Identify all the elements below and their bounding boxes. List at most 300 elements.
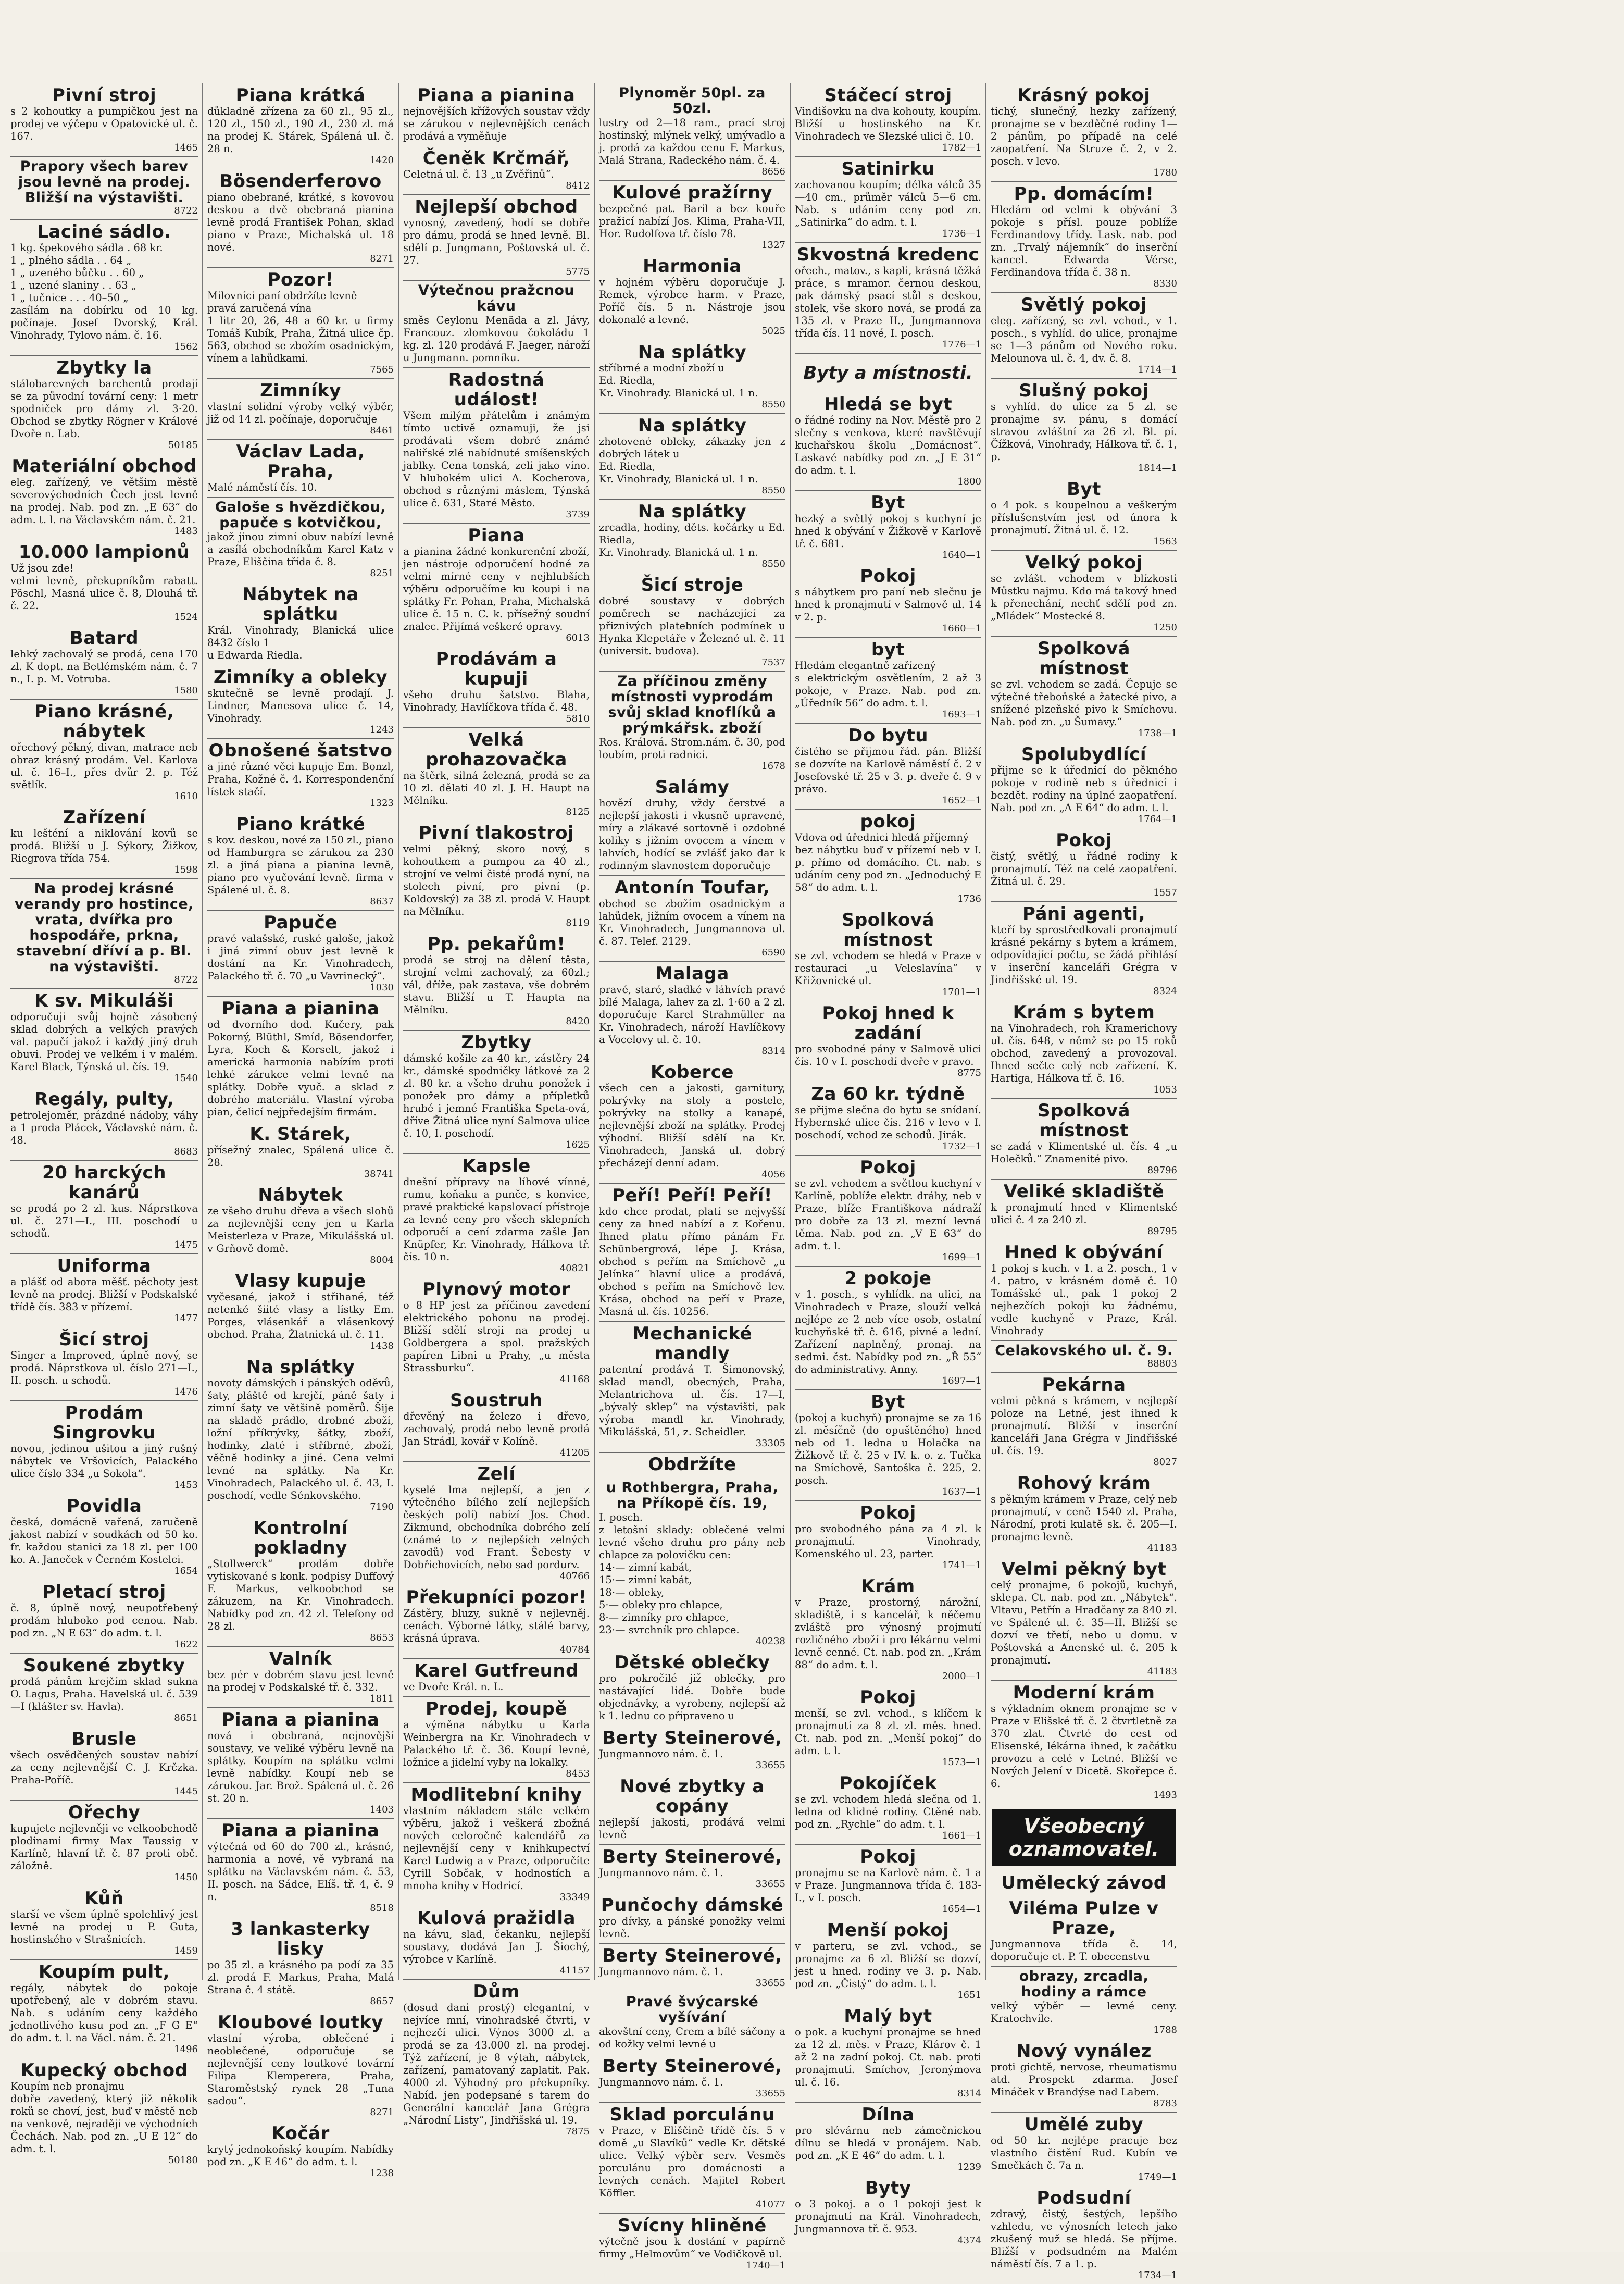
ad-body: se zvl. vchodem se zadá. Čepuje se výtečné třeboňské a žatecké pivo, a snížené plzeňské pivo k Smíchovu. Nab. pod zn. „u Šumavy.“ <box>991 678 1177 728</box>
classified-ad <box>991 828 1177 902</box>
ad-title: Velká prohazovačka <box>426 729 567 770</box>
ad-number: 33349 <box>559 1892 590 1903</box>
ad-body: na kávu, slad, čekanku, nejlepší soustavy, dodává Jan J. Šiochý, výrobce v Karlíně. <box>403 1928 590 1965</box>
ad-number: 8330 <box>1153 278 1177 289</box>
ad-body: nejlepší jakosti, prodává velmi levně <box>599 1816 785 1841</box>
ad-number: 5775 <box>566 266 590 277</box>
ad-title: Salámy <box>655 777 730 798</box>
ad-number: 1459 <box>174 1945 198 1956</box>
classified-ad <box>795 83 981 157</box>
ad-number: 1699—1 <box>942 1252 981 1263</box>
ad-title: Velký pokoj <box>1025 552 1143 573</box>
classified-ad <box>207 1516 394 1647</box>
classified-ad <box>795 1501 981 1574</box>
ad-title: Regály, pulty, <box>34 1089 174 1110</box>
ad-number: 1788 <box>1153 2025 1177 2035</box>
ad-title: Zelí <box>477 1463 516 1484</box>
ad-body: novoty dámských i pánských oděvů, šaty, pláště od krejčí, páně šaty i zimní šaty ve většině poměrů. Šije na skladě prádlo, drobné zboží, ložní příkrývky, šátky, zboží, hodinky, zlaté i stříbrné, zboží, věčně hodinky a jiné. Cena velmi levné na splátky. Na Kr. Vinohradech, Palackého ul. č. 43, I. poschodí, vedle Sénkovského. <box>207 1377 394 1501</box>
ad-title: Svícny hliněné <box>618 2215 767 2236</box>
ad-title: Kloubové loutky <box>217 2012 384 2033</box>
ad-body: se prodá po 2 zl. kus. Náprstkova ul. č. 271—I., III. poschodí u schodů. <box>10 1202 198 1239</box>
ad-body: jakož jinou zimní obuv nabízí levně a zasílá obchodníkům Karel Katz v Praze, Eliščina třída č. 8. <box>207 531 394 568</box>
classified-ad <box>599 1845 785 1893</box>
classified-ad <box>599 1992 785 2054</box>
ad-title: Spolková místnost <box>1037 1100 1130 1141</box>
ad-body: hovězí druhy, vždy čerstvé a nejlepší jakosti i vkusně upravené, míry a zlákavé sortovně i ozdobné koliky s jižním ovocem a vínem v lahvích, hodící se zvlášť jako dar k rodinným slavnostem doporučuje <box>599 797 785 872</box>
ad-number: 6013 <box>566 632 590 643</box>
ad-body: s výkladním oknem pronajme se v Praze v Elišské tř. č. 2 čtvrtletně za 370 zlat. Čtvrté do cest od Elisenské, lékárna ihned, k začátku provozu a celé v Letné. Bližší ve Nových Jelení v Dicetě. Skořepce č. 6. <box>991 1703 1177 1790</box>
classified-ad <box>599 775 785 876</box>
classified-ad <box>599 1453 785 1478</box>
ad-title: Na splátky <box>638 342 747 363</box>
ad-number: 8271 <box>370 253 394 264</box>
ad-body: Jungmannovo nám. č. 1. <box>599 1966 723 1978</box>
ad-title: Slušný pokoj <box>1019 380 1149 401</box>
ad-number: 8722 <box>174 205 198 216</box>
ad-number: 8651 <box>174 1712 198 1723</box>
ad-body: o 8 HP jest za příčinou zavedení elektrického pohonu na prodej. Bližší sdělí stroji na prodej u Goldbergera a spol. pražských papíren Libni u Prahy, „u města Strassburku“. <box>403 1299 590 1374</box>
ad-body: se zvl. vchodem a světlou kuchyní v Karlíně, poblíže elektr. dráhy, neb v Praze, blíže Františkova nádraží pro dobře za 13 zl. mezní levná těma. Nab. pod zn. „V E 63“ do adm. t. l. <box>795 1177 981 1252</box>
classified-ad <box>10 1327 198 1401</box>
classified-ad <box>599 1650 785 1726</box>
ad-body: proti gichtě, nervose, rheumatismu atd. Prospekt zdarma. Josef Mináček v Brandýse nad Labem. <box>991 2061 1177 2098</box>
classified-ad <box>207 2010 394 2121</box>
ad-body: tichý, slunečný, hezky zařízený, pronajme se v bezděčné rodiny 1—2 pánům, po případě na celé zaopatření. Na Struze č. 2, v 2. posch. v levo. <box>991 105 1177 167</box>
classified-ad <box>10 454 198 540</box>
classified-ad <box>10 1254 198 1327</box>
ad-body: lehký zachovalý se prodá, cena 170 zl. K dopt. na Betlémském nám. č. 7 n., I. p. M. Votruba. <box>10 648 198 685</box>
ad-body: bez pér v dobrém stavu jest levně na prodej v Podskalské tř. č. 332. <box>207 1669 394 1693</box>
ad-title: Koupím pult, <box>39 1962 170 1982</box>
ad-number: 1637—1 <box>942 1486 981 1497</box>
ad-title: Dětské oblečky <box>614 1652 770 1673</box>
ad-body: pravé, staré, sladké v láhvích pravé bílé Malaga, lahev za zl. 1·60 a 2 zl. doporučuje Karel Strahmüller na Kr. Vinohradech, nároží Havlíčkovy a Vocelovy ul. č. 10. <box>599 984 785 1046</box>
classified-ad <box>10 805 198 879</box>
ad-number: 8420 <box>566 1016 590 1027</box>
ad-title: u Rothbergra, Praha, na Příkopě čís. 19, <box>606 1480 779 1511</box>
ad-title: Pokoj <box>860 1503 916 1523</box>
ad-body: zachovanou koupím; délka válců 35—40 cm., průměr válců 5—6 cm. Nab. s udáním ceny pod zn. „Satinirka“ do adm. t. l. <box>795 179 981 228</box>
ad-number: 1453 <box>174 1480 198 1491</box>
ad-number: 50185 <box>168 440 198 451</box>
classified-ad <box>207 1917 394 2010</box>
ad-title: Páni agenti, <box>1022 903 1145 924</box>
classified-ad <box>207 739 394 812</box>
classified-ad <box>991 742 1177 828</box>
ad-body: a pianina žádné konkurenční zboží, jen nástroje odporučení hodné za velmi mírné ceny v nejhlubších výběru odporučíme ku koupi i na splátky Fr. Pohan, Praha, Michalská ulice č. 15 n. C. k. přísežný soudní znalec. Přijímá veškeré opravy. <box>403 545 590 632</box>
ad-title: Piana a pianina <box>221 998 380 1019</box>
ad-body: Singer a Improved, úplně nový, se prodá. Náprstkova ul. číslo 271—I., II. posch. u schodů. <box>10 1349 198 1386</box>
classified-ad <box>10 1494 198 1580</box>
classified-ad <box>403 1906 590 1980</box>
ad-number: 1693—1 <box>942 709 981 720</box>
ad-title: Umělecký závod <box>1001 1872 1167 1893</box>
ad-body: kyselé lma nejlepší, a jen z výtečného bílého zelí nejlepších českých polí) nabízí Jos. Chod. Zikmund, obchodníka dobrého zelí (známé to z nejlepších zelných zavodů) vod Frant. Šebesty v Dobřichovicích, nebo sad pordurv. <box>403 1484 590 1571</box>
ad-body: Vdova od úřednici hledá příjemný bez nábytku buď v přízemí neb v I. p. přímo od domácího. Ct. nab. s udáním ceny pod zn. „Jednoduchý E 58“ do adm. t. l. <box>795 831 981 893</box>
ad-title: Bösenderferovo <box>219 171 382 192</box>
ad-title: Zbytky <box>461 1032 532 1053</box>
ad-number: 7565 <box>370 364 394 375</box>
ad-title: Pekárna <box>1042 1374 1126 1395</box>
ad-number: 8119 <box>566 917 590 928</box>
classified-ad <box>599 83 785 181</box>
ad-number: 33655 <box>755 2088 785 2099</box>
ad-title: Dílna <box>861 2104 915 2125</box>
ad-title: Pivní stroj <box>52 85 157 106</box>
ad-number: 1800 <box>957 476 981 487</box>
ad-title: Piano krátké <box>235 814 366 835</box>
classified-ad <box>207 911 394 997</box>
classified-ad <box>403 1585 590 1659</box>
ad-body: Celetná ul. č. 13 „u Zvěřinů“. <box>403 168 554 180</box>
ad-number: 40784 <box>559 1644 590 1655</box>
classified-ad <box>10 1161 198 1254</box>
classified-ad <box>207 582 394 665</box>
ad-number: 40766 <box>559 1571 590 1582</box>
ad-title: Byt <box>871 492 905 513</box>
classified-ad <box>403 146 590 195</box>
ad-number: 1776—1 <box>942 339 981 350</box>
ad-body: dnešní přípravy na líhové vínné, rumu, koňaku a punče, s konvice, pravé praktické kapslovací přístroje za levné ceny pro všech sklepních odporučí a cení zdarma zašle Jan Knüpfer, Kr. Vinohrady, Hálkova tř. čís. 10 n. <box>403 1176 590 1263</box>
classified-ad <box>991 1967 1177 2039</box>
ad-number: 1701—1 <box>942 987 981 998</box>
ad-body: s vyhlíd. do ulice za 5 zl. se pronajme sv. pánu, s domácí stravou zvláštní za 26 zl. Bl. pí. Čížková, Vinohrady, Hálkova tř. č. 1, p. <box>991 401 1177 463</box>
classified-ad <box>207 268 394 379</box>
ad-body: s nábytkem pro paní neb slečnu je hned k pronajmutí v Salmově ul. 14 v 2. p. <box>795 586 981 623</box>
classified-ad <box>207 440 394 498</box>
ad-body: celý pronajme, 6 pokojů, kuchyň, sklepa. Ct. nab. pod zn. „Nábytek“. Vltavu, Petřín a Hradčany za 840 zl. ve Spálené ul. č. 35—II. Bližší se dozví ve třetí, nebo u domu. v Poštovská a Anenské ul. č. 205 k pronajmutí. <box>991 1579 1177 1666</box>
ad-title: Pravé švýcarské vyšívání <box>626 1994 759 2026</box>
ad-body: 1 pokoj s kuch. v 1. a 2. posch., 1 v 4. patro, v krásném domě č. 10 Tomášské ul., pak 1 pokoj 2 nejhezčích pokoji ku žádnému, vedle kuchyně v Praze, Král. Vinohrady <box>991 1262 1177 1337</box>
ad-title: Pokoj <box>860 1157 916 1178</box>
ad-body: všech cen a jakosti, garnitury, pokrývky na stoly a postele, pokrývky na stolky a kanapé, nejlevnější zboží na splátky. Prodej výhodní. Bližší sdělí na Kr. Vinohradech, Janská ul. dobrý přecházejí denní adam. <box>599 1082 785 1169</box>
ad-title: Zbytky la <box>56 357 152 378</box>
ad-title: Pivní tlakostroj <box>418 823 574 843</box>
classified-ad <box>599 1060 785 1184</box>
ad-number: 88803 <box>1147 1358 1177 1369</box>
classified-ad <box>207 812 394 911</box>
ad-title: Pokoj <box>1056 830 1112 851</box>
ad-number: 1640—1 <box>942 550 981 561</box>
ad-body: s 2 kohoutky a pumpičkou jest na prodej ve výčepu v Opatovické ul. č. 167. <box>10 105 198 142</box>
ad-body: dobré soustavy v dobrých poměrech se nacházející za přiznivých platebních podmínek u Hynka Klepetáře v Železné ul. č. 11 (universit. budova). <box>599 595 785 657</box>
ad-number: 8027 <box>1153 1457 1177 1468</box>
ad-title: Na prodej krásné verandy pro hostince, vrata, dvířka pro hospodáře, prkna, stavební dříví a p. Bl. na výstavišti. <box>15 880 194 975</box>
classified-ad <box>795 1390 981 1501</box>
classified-ad <box>207 997 394 1122</box>
classified-ad <box>207 1122 394 1183</box>
classified-ad <box>403 1697 590 1783</box>
ad-title: Do bytu <box>848 725 928 746</box>
ad-number: 1573—1 <box>942 1757 981 1768</box>
ad-number: 1764—1 <box>1138 814 1177 825</box>
classified-ad <box>10 356 198 454</box>
ad-title: Peří! Peří! Peří! <box>612 1185 772 1206</box>
ad-body: Koupím neb pronajmu dobře zavedený, který již několik roků se choví, jest, buď v městě neb na venkově, nejraději ve východních Čechách. Nab. pod zn. „U E 12“ do adm. t. l. <box>10 2080 198 2155</box>
classified-ad <box>795 491 981 564</box>
ad-title: Batard <box>69 628 139 649</box>
ad-body: na štěrk, silná železná, prodá se za 10 zl. dělati 40 zl. J. H. Haupt na Mělníku. <box>403 769 590 806</box>
ad-body: Hledám od velmi k obývání 3 pokoje s přísl. pouze poblíže Ferdinandovy třídy. Lask. nab. pod zn. „Trvalý nájemník“ do inserční kancel. Edwarda Vérse, Ferdinandova třída č. 38 n. <box>991 204 1177 278</box>
ad-number: 8550 <box>761 399 785 410</box>
ad-body: regály, nábytek do pokoje upotřebený, ale v dobrém stavu. Nab. s udáním ceny každého jednotlivého kusu pod zn. „F G E“ do adm. t. l. na Václ. nám. č. 21. <box>10 1982 198 2044</box>
classified-ad <box>10 157 198 220</box>
ad-title: Plynový motor <box>422 1279 571 1300</box>
ad-number: 1476 <box>174 1386 198 1397</box>
classified-ad <box>795 392 981 491</box>
ad-number: 8550 <box>761 558 785 569</box>
ad-body: obchod se zbožím osadnickým a lahůdek, jižním ovocem a vínem na Kr. Vinohradech, Jungmannova ul. č. 87. Telef. 2129. <box>599 898 785 947</box>
ad-body: a plášť od abora měšť. pěchoty jest levně na prodej. Bližší v Podskalské třídě čís. 383 v přízemí. <box>10 1276 198 1313</box>
classified-ad <box>599 1726 785 1774</box>
ad-number: 1323 <box>370 798 394 809</box>
ad-body: v hojném výběru doporučuje J. Remek, výrobce harm. v Praze, Poříč čís. 5 n. Nástroje jsou dokonalé a levné. <box>599 276 785 326</box>
ad-number: 4056 <box>761 1169 785 1180</box>
ad-title: Zařízení <box>63 807 146 828</box>
ad-body: vlastní solidní výroby velký výběr, již od 14 zl. počínaje, doporučuje <box>207 401 394 425</box>
classified-ad <box>207 1269 394 1355</box>
classified-ad <box>795 1574 981 1685</box>
ad-number: 8656 <box>761 166 785 177</box>
ad-body: Jungmannovo nám. č. 1. <box>599 2076 723 2088</box>
ad-body: se zadá v Klimentské ul. čís. 4 „u Holečků.“ Znamenité pivo. <box>991 1140 1177 1165</box>
advert-column <box>202 83 398 2179</box>
classified-ad <box>991 902 1177 1000</box>
ad-title: Harmonia <box>643 256 742 277</box>
classified-ad <box>991 182 1177 293</box>
ad-body: ku lešténí a niklování kovů se prodá. Bližší u J. Sýkory, Žižkov, Riegrova třída 754. <box>10 827 198 864</box>
classified-ad <box>991 83 1177 182</box>
ad-body: skutečně se levně prodají. J. Lindner, Manesova ulice č. 14, Vinohrady. <box>207 687 394 724</box>
classified-ad <box>991 1180 1177 1240</box>
ad-number: 1557 <box>1153 887 1177 898</box>
ad-title: 2 pokoje <box>844 1268 932 1289</box>
ad-number: 8653 <box>370 1632 394 1643</box>
classified-ad <box>403 83 590 146</box>
ad-title: pokoj <box>860 811 916 832</box>
ad-title: Spolubydlící <box>1021 744 1146 765</box>
ad-title: Krám s bytem <box>1013 1002 1155 1023</box>
ad-number: 8657 <box>370 1996 394 2007</box>
ad-number: 1736 <box>957 893 981 904</box>
classified-ad <box>207 1708 394 1819</box>
ad-title: Spolková místnost <box>841 910 934 950</box>
ad-title: Materiální obchod <box>11 456 197 477</box>
ad-body: piano obebrané, krátké, s kovovou deskou a dvě obebraná pianina levně prodá František Pohan, sklad piano v Praze, Michalská ul. 18 nové. <box>207 191 394 253</box>
ad-title: Václav Lada, Praha, <box>236 441 365 482</box>
ad-title: Kůň <box>84 1888 124 1909</box>
ad-body: zhotovené obleky, zákazky jen z dobrých látek u Ed. Riedla, Kr. Vinohrady, Blanická ul. 1 n. <box>599 436 785 485</box>
ad-number: 5025 <box>761 326 785 337</box>
ad-body: s kov. deskou, nové za 150 zl., piano od Hamburgra se zárukou za 230 zl. a jiná piana a pianina levně, piano pro vyučování levně. firma v Spálené ul. č. 8. <box>207 834 394 896</box>
ad-title: Na splátky <box>638 501 747 522</box>
ad-number: 1524 <box>174 612 198 623</box>
ad-title: Výtečnou pražcnou kávu <box>418 282 575 314</box>
classified-ad <box>10 1087 198 1161</box>
ad-number: 1598 <box>174 864 198 875</box>
classified-ad <box>795 1267 981 1390</box>
ad-body: česká, domácně vařená, zaručeně jakost nabízí v soudkách od 50 ko. fr. každou stanici za 18 zl. per 100 ko. A. Janeček v Černém Kostelci. <box>10 1516 198 1566</box>
ad-number: 1697—1 <box>942 1375 981 1386</box>
ad-title: Zimníky a obleky <box>213 667 388 688</box>
ad-title: Světlý pokoj <box>1020 294 1147 315</box>
ad-number: 8518 <box>370 1903 394 1914</box>
ad-title: Soustruh <box>450 1390 543 1411</box>
ad-title: K. Stárek, <box>249 1124 352 1145</box>
ad-body: menší, se zvl. vchod., s klíčem k pronajmutí za 8 zl. zl. měs. hned. Ct. nab. pod zn. „Menší pokoj“ do adm. t. l. <box>795 1707 981 1757</box>
ad-title: Berty Steinerové, <box>602 2056 782 2077</box>
classified-ad <box>207 1183 394 1269</box>
ad-title: Byt <box>871 1392 905 1412</box>
ad-number: 33655 <box>755 1978 785 1989</box>
classified-ad <box>403 821 590 932</box>
ad-title: Modlitební knihy <box>410 1784 582 1805</box>
ad-title: Nábytek na splátku <box>242 584 359 625</box>
ad-number: 5810 <box>566 713 590 724</box>
classified-ad <box>403 195 590 281</box>
ad-title: Nový vynález <box>1016 2041 1152 2062</box>
classified-ad <box>795 2176 981 2249</box>
classified-ad <box>403 1783 590 1906</box>
classified-ad <box>403 524 590 647</box>
ad-title: Piana a pianina <box>221 1709 380 1730</box>
ad-body: pro pokročilé již oblečky, pro nastávající lidé. Dobře bude objednávky, a vyrobeny, nejlepší až k 1. lednu co připraveno u <box>599 1672 785 1722</box>
ad-number: 1622 <box>174 1639 198 1650</box>
ad-body: přijme se k úřednicí do pěkného pokoje v rodině neb s úřednicí i bezdět. rodiny na úplné zaopatření. Nab. pod zn. „A E 64“ do adm. t. l. <box>991 764 1177 814</box>
ad-title: Zimníky <box>260 380 341 401</box>
ad-body: o řádné rodiny na Nov. Městě pro 2 slečny s venkova, které navštěvují kuchařskou školu „Domácnost“. Laskavé nabídky pod zn. „J E 31“ do adm. t. l. <box>795 414 981 476</box>
ad-body: všeho druhu šatstvo. Blaha, Vinohrady, Havlíčkova třída č. 48. <box>403 689 590 713</box>
ad-number: 1465 <box>174 142 198 153</box>
ad-body: patentní prodává T. Šimonovský, sklad mandl, obecných, Praha, Melantrichova ul. čís. 17—I, „bývalý sklep“ na výstavišti, pak výroba mandl kr. Vinohrady, Mikulášská, 51, z. Scheidler. <box>599 1363 785 1438</box>
classified-ad <box>207 83 394 169</box>
classified-ad <box>10 1401 198 1494</box>
ad-body: velmi pěkný, skoro nový, s kohoutkem a pumpou za 40 zl., strojní ve velmi čisté prodá nyní, na stolech pivní, pro pivní (p. Koldovský) za 38 zl. prodá V. Haupt na Mělníku. <box>403 843 590 917</box>
ad-title: Krásný pokoj <box>1017 85 1151 106</box>
ad-number: 1782—1 <box>942 142 981 153</box>
ad-body: čistého se přijmou řád. pán. Bližší se dozvíte na Karlově náměstí č. 2 v Josefovské tř. 25 v 3. p. dveře č. 9 v právo. <box>795 746 981 795</box>
ad-body: v parteru, se zvl. vchod., se pronajme za 6 zl. Bližší se dozví, jest u hned. rodiny ve 3. p. Nab. pod zn. „Čistý“ do adm. t. l. <box>795 1940 981 1990</box>
ad-body: pro svobodné pány v Salmově ulici čís. 10 v I. poschodí dveře v pravo. <box>795 1043 981 1067</box>
ad-title: Na splátky <box>638 415 747 436</box>
classified-ad <box>10 989 198 1087</box>
ad-number: 3739 <box>566 509 590 520</box>
ad-body: velký výběr — levné ceny. Kratochvíle. <box>991 2000 1177 2025</box>
classified-ad <box>991 2113 1177 2186</box>
classified-ad <box>10 1727 198 1801</box>
ad-title: Kulová pražidla <box>417 1908 576 1929</box>
advert-column <box>985 83 1181 2281</box>
ad-title: Piano krásné, nábytek <box>34 701 174 742</box>
ad-body: v Praze, prostorný, nárožní, skladiště, i s kancelář, k něčemu zvláště pro výnosný projmutí rozličného zboží i pro lékárnu velmi levně cenné. Ct. nab. pod zn. „Krám 88“ do adm. t. l. <box>795 1596 981 1671</box>
ad-title: Prodávám a kupuji <box>435 649 557 689</box>
classified-ad <box>599 962 785 1060</box>
advert-column <box>6 83 202 2166</box>
ad-title: Pokoj <box>860 1846 916 1867</box>
ad-title: Kulové pražírny <box>611 182 773 203</box>
classified-ad <box>403 1659 590 1697</box>
classified-ad <box>403 1462 590 1585</box>
ad-title: Sklad porculánu <box>609 2104 775 2125</box>
classified-ad <box>403 1277 590 1388</box>
ad-title: Menší pokoj <box>827 1920 950 1941</box>
ad-title: Soukené zbytky <box>23 1655 185 1676</box>
classified-ad <box>10 626 198 700</box>
ad-body: pronajmu se na Karlově nám. č. 1 a v Praze. Jungmannova třída č. 183-I., v I. posch. <box>795 1867 981 1904</box>
ad-title: Pokoj <box>860 566 916 587</box>
ad-title: Berty Steinerové, <box>602 1728 782 1748</box>
classified-ad <box>403 1154 590 1277</box>
ad-title: Podsudní <box>1036 2188 1131 2208</box>
classified-ad <box>991 551 1177 637</box>
ad-body: výtečně jsou k dostání v papírně firmy „Helmovům“ ve Vodičkově ul. <box>599 2236 785 2260</box>
ad-number: 8461 <box>370 425 394 436</box>
classified-ad <box>207 665 394 739</box>
ad-title: Obnošené šatstvo <box>208 740 393 761</box>
classified-ad <box>795 810 981 908</box>
classified-ad <box>795 1845 981 1918</box>
ad-title: Nové zbytky a copány <box>620 1776 765 1817</box>
ad-title: Satinirku <box>841 158 935 179</box>
ad-body: o 4 pok. s koupelnou a veškerým příslušenstvím jest od února k pronajmutí. Žitná ul. č. 12. <box>991 499 1177 536</box>
ad-title: Pokoj <box>860 1687 916 1708</box>
classified-ad <box>10 700 198 805</box>
ad-body: prodá pánům krejčím sklad sukna O. Lagus, Praha. Havelská ul. č. 539—I (klášter sv. Havla). <box>10 1675 198 1712</box>
ad-body: eleg. zařízený, ve většim městě severovýchodních Čech jest levně na prodej. Nab. pod zn. „E 63“ do adm. t. l. na Václavském nám. č. 21. <box>10 476 198 526</box>
ad-title: Kočár <box>271 2123 330 2144</box>
classified-ad <box>599 1944 785 1992</box>
ad-title: Veliké skladiště <box>1003 1181 1165 1202</box>
classified-ad <box>207 498 394 582</box>
ad-body: nová i obebraná, nejnovější soustavy, ve veliké výběru levně na splátky. Koupím na splátku velmi levně nabídky. Koupí neb se zárukou. Jar. Brož. Spálená ul. č. 26 st. 20 n. <box>207 1730 394 1804</box>
ad-number: 1450 <box>174 1872 198 1883</box>
classified-ad <box>599 1478 785 1650</box>
ad-body: bezpečné pat. Baril a bez kouře pražicí nabízí Jos. Klima, Praha-VII, Hor. Rudolfova tř. číslo 78. <box>599 203 785 240</box>
classified-ad <box>403 368 590 524</box>
ad-number: 1580 <box>174 685 198 696</box>
classified-ad <box>10 1886 198 1960</box>
ad-title: Rohový krám <box>1017 1473 1151 1494</box>
ad-body: čistý, světlý, u řádné rodiny k pronajmutí. Též na celé zaopatření. Žitná ul. č. 29. <box>991 850 1177 887</box>
ad-title: Šicí stroje <box>641 575 744 595</box>
ad-body: na Vinohradech, roh Kramerichovy ul. čís. 648, v němž se po 15 roků obchod, zavedený a provozoval. Ihned sečte celý neb zařízení. K. Hartiga, Hálkova tř. č. 16. <box>991 1022 1177 1084</box>
ad-number: 1714—1 <box>1138 364 1177 375</box>
ad-title: Spolková místnost <box>1037 638 1130 679</box>
ad-body: vlastním nákladem stále velkém výběru, jakož i veškerá zbožná nových celoročně kalendářů za nejlevnější ceny v knihkupectví Karel Ludwig a v Praze, odporučíte Cyrill Sobčak, v hodnostích a mnoha knihy v Hodricí. <box>403 1805 590 1892</box>
ad-number: 1732—1 <box>942 1141 981 1152</box>
ad-title: Celakovského ul. č. 9. <box>995 1343 1173 1359</box>
ad-title: Valník <box>269 1648 332 1669</box>
section-heading-inverted: Všeobecný oznamovatel. <box>992 1809 1176 1866</box>
ad-body: dámské košile za 40 kr., zástěry 24 kr., dámské spodničky látkové za 2 zl. 80 kr. a všeho druhu ponožek i ponožek pro dámy a přípletků hrubé i jemné Františka Speta-ová, dříve Žitná ulice nyní Salmova ulice č. 10, I. poschodí. <box>403 1052 590 1139</box>
ad-number: 1420 <box>370 155 394 166</box>
ad-number: 8683 <box>174 1146 198 1157</box>
classified-ad <box>403 647 590 728</box>
ad-body: Jungmannovo nám. č. 1. <box>599 1867 723 1879</box>
ad-title: Kupecký obchod <box>20 2060 188 2081</box>
ad-number: 8453 <box>566 1768 590 1779</box>
ad-body: všech osvědčených soustav nabízí za ceny nejlevnější C. J. Krčzka. Praha-Poříč. <box>10 1749 198 1786</box>
classified-ad <box>403 932 590 1031</box>
ad-number: 8251 <box>370 568 394 579</box>
classified-ad <box>795 724 981 810</box>
ad-title: Kontrolní pokladny <box>253 1518 348 1558</box>
ad-body: hezký a světlý pokoj s kuchyní je hned k obývání v Žižkově v Karlově tř. č. 681. <box>795 513 981 550</box>
ad-title: Hned k obývání <box>1004 1242 1164 1263</box>
classified-ad <box>599 1184 785 1322</box>
classified-ad <box>207 1647 394 1708</box>
classified-ad <box>403 728 590 821</box>
